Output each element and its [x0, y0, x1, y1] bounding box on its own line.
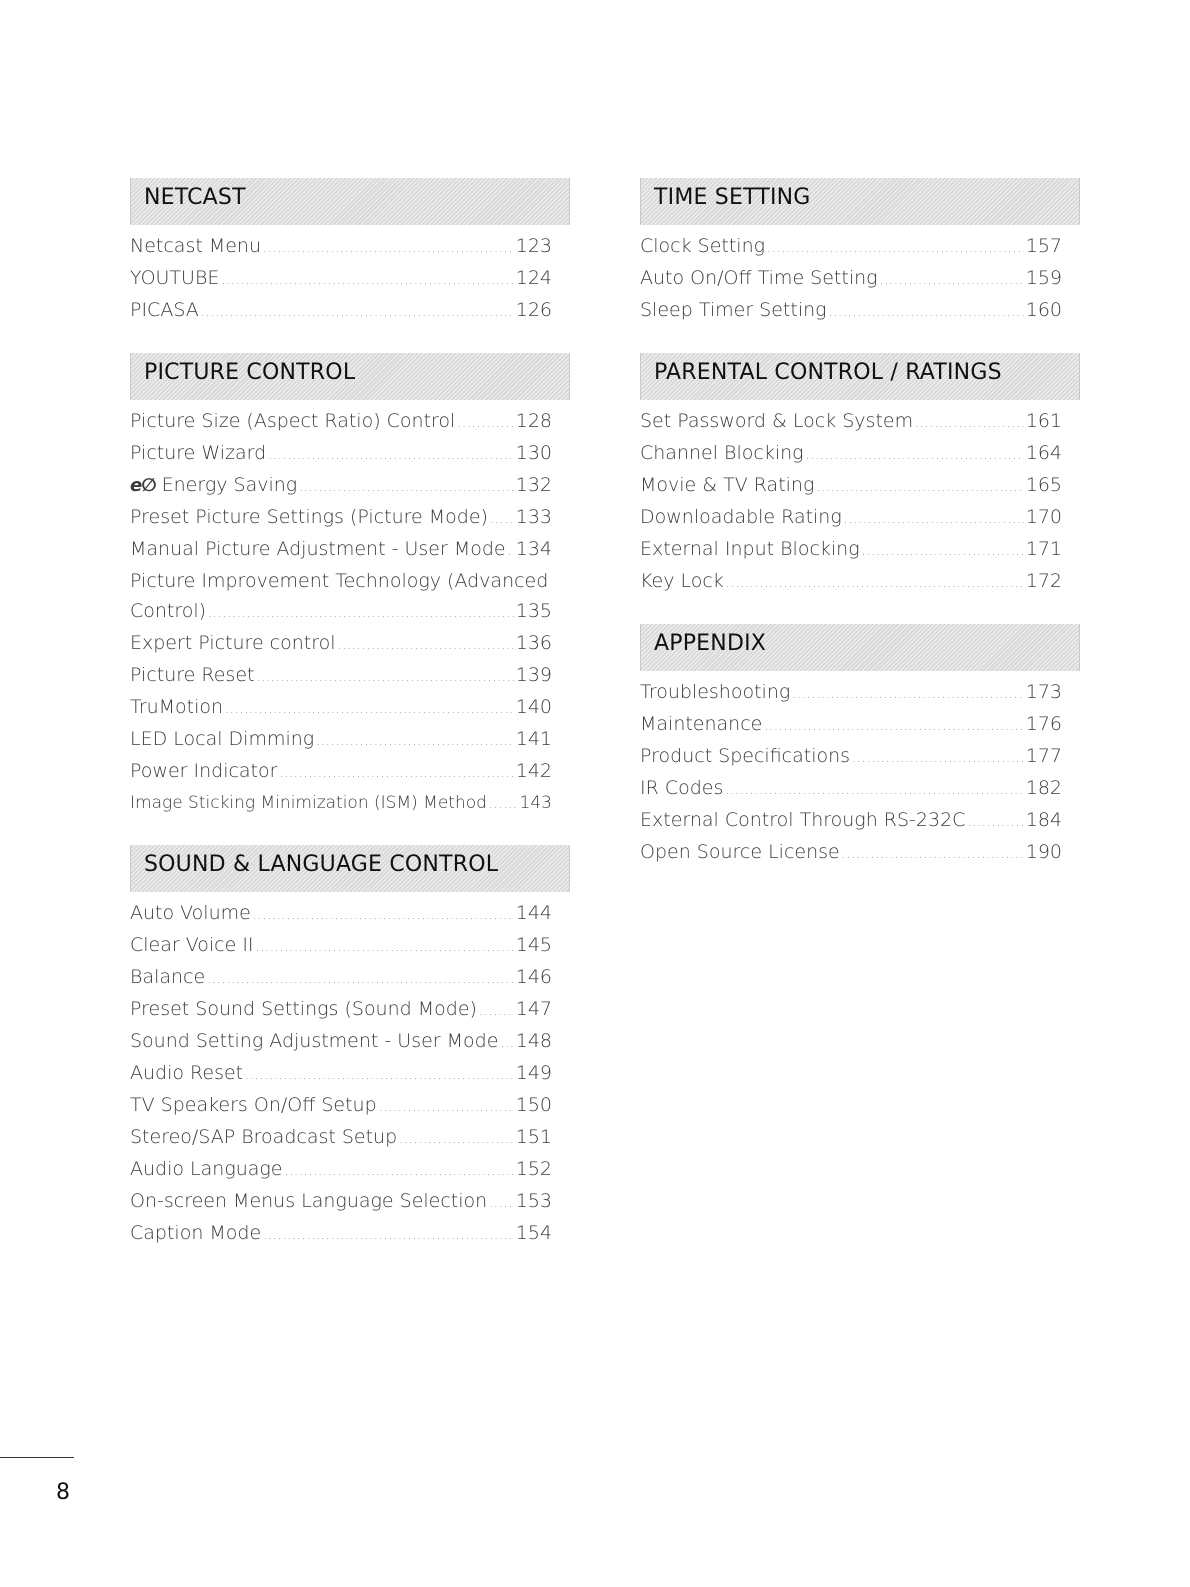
dot-leader	[256, 932, 514, 962]
dot-leader	[207, 964, 514, 994]
entry-page-number: 151	[515, 1126, 552, 1148]
toc-entry[interactable]	[130, 1186, 552, 1218]
toc-entry[interactable]	[130, 566, 552, 628]
toc-entry[interactable]	[130, 898, 552, 930]
entry-page-number: 133	[515, 506, 552, 528]
dot-leader	[862, 536, 1024, 566]
toc-column-left	[130, 178, 570, 1276]
entry-title: Set Password & Lock System	[640, 410, 914, 432]
toc-entry[interactable]	[130, 295, 552, 327]
dot-leader	[967, 807, 1023, 837]
toc-entry[interactable]	[640, 741, 1062, 773]
toc-entry[interactable]	[130, 660, 552, 692]
toc-entry[interactable]	[130, 1090, 552, 1122]
entry-page-number: 135	[515, 600, 552, 622]
toc-entry[interactable]	[640, 295, 1062, 327]
toc-entry[interactable]	[640, 406, 1062, 438]
toc-entry[interactable]	[640, 231, 1062, 263]
entry-page-number: 141	[515, 728, 552, 750]
entry-title: Power Indicator	[130, 760, 278, 782]
toc-entry[interactable]	[640, 263, 1062, 295]
dot-leader	[792, 679, 1023, 709]
section-header: PICTURE CONTROL	[130, 353, 570, 400]
toc-entry[interactable]	[130, 756, 552, 788]
dot-leader	[225, 694, 514, 724]
entry-title: Channel Blocking	[640, 442, 804, 464]
dot-leader	[500, 1028, 513, 1058]
entry-page-number: 124	[515, 267, 552, 289]
entry-title: Picture Improvement Technology (Advanced	[130, 570, 549, 592]
entry-page-number: 147	[515, 998, 552, 1020]
toc-entry[interactable]	[130, 628, 552, 660]
entry-title: YOUTUBE	[130, 267, 220, 289]
toc-entry[interactable]	[130, 438, 552, 470]
toc-entry[interactable]	[640, 773, 1062, 805]
entry-page-number: 132	[515, 474, 552, 496]
entry-title: Movie & TV Rating	[640, 474, 815, 496]
entry-title: Preset Picture Settings (Picture Mode)	[130, 506, 488, 528]
dot-leader	[880, 265, 1024, 295]
dot-leader	[915, 408, 1024, 438]
dot-leader	[399, 1124, 514, 1154]
toc-entry[interactable]	[130, 1218, 552, 1250]
entry-title: Netcast Menu	[130, 235, 261, 257]
dot-leader	[279, 758, 513, 788]
toc-entry[interactable]	[130, 263, 552, 295]
entry-title: Image Sticking Minimization (ISM) Method	[130, 793, 487, 813]
toc-section-netcast	[130, 178, 570, 327]
toc-entry[interactable]	[640, 502, 1062, 534]
toc-section-appendix	[640, 624, 1080, 869]
toc-entry[interactable]	[130, 470, 552, 502]
dot-leader	[764, 711, 1023, 741]
entry-page-number: 139	[515, 664, 552, 686]
entry-title: Open Source License	[640, 841, 840, 863]
entry-page-number: 150	[515, 1094, 552, 1116]
entry-page-number: 128	[515, 410, 552, 432]
dot-leader	[726, 568, 1024, 598]
entry-title: Sleep Timer Setting	[640, 299, 827, 321]
section-header: TIME SETTING	[640, 178, 1080, 225]
dot-leader	[816, 472, 1023, 502]
entry-page-number: 144	[515, 902, 552, 924]
entry-title: IR Codes	[640, 777, 724, 799]
entry-page-number: 164	[1025, 442, 1062, 464]
toc-entry[interactable]	[640, 805, 1062, 837]
page-number: 8	[56, 1480, 70, 1505]
toc-column-right	[640, 178, 1080, 895]
entry-title: Audio Language	[130, 1158, 283, 1180]
dot-leader	[285, 1156, 514, 1186]
dot-leader	[829, 297, 1024, 327]
toc-entry[interactable]	[640, 534, 1062, 566]
toc-entry[interactable]	[130, 1122, 552, 1154]
entry-title: LED Local Dimming	[130, 728, 315, 750]
toc-entry[interactable]	[130, 231, 552, 263]
entry-page-number: 145	[515, 934, 552, 956]
entry-title: Troubleshooting	[640, 681, 791, 703]
toc-entry[interactable]	[130, 534, 552, 566]
entry-title: Expert Picture control	[130, 632, 336, 654]
entry-title: Sound Setting Adjustment - User Mode	[130, 1030, 499, 1052]
entry-title: Auto Volume	[130, 902, 251, 924]
footer-rule	[0, 1457, 74, 1458]
toc-section-sound-language-control	[130, 845, 570, 1250]
dot-leader	[379, 1092, 514, 1122]
entry-page-number: 172	[1025, 570, 1062, 592]
entry-page-number: 126	[515, 299, 552, 321]
eco-icon: e∅	[130, 475, 156, 496]
entry-page-number: 136	[515, 632, 552, 654]
entry-page-number: 184	[1025, 809, 1062, 831]
entry-page-number: 152	[515, 1158, 552, 1180]
dot-leader	[263, 233, 514, 263]
entry-page-number: 165	[1025, 474, 1062, 496]
entry-page-number: 143	[519, 793, 552, 813]
section-header: APPENDIX	[640, 624, 1080, 671]
entry-page-number: 134	[515, 538, 552, 560]
entry-title: TruMotion	[130, 696, 224, 718]
toc-entry[interactable]	[640, 677, 1062, 709]
toc-entry[interactable]	[130, 994, 552, 1026]
entry-page-number: 148	[515, 1030, 552, 1052]
dot-leader	[245, 1060, 514, 1090]
entry-title: Manual Picture Adjustment - User Mode	[130, 538, 506, 560]
entry-page-number: 140	[515, 696, 552, 718]
entry-title: Clock Setting	[640, 235, 766, 257]
entry-page-number: 182	[1025, 777, 1062, 799]
dot-leader	[767, 233, 1024, 263]
entry-title: Control)	[130, 600, 207, 622]
entry-page-number: 176	[1025, 713, 1062, 735]
section-header: PARENTAL CONTROL / RATINGS	[640, 353, 1080, 400]
toc-entry[interactable]	[640, 438, 1062, 470]
entry-title: TV Speakers On/Off Setup	[130, 1094, 377, 1116]
dot-leader	[253, 900, 514, 930]
entry-title: Clear Voice II	[130, 934, 254, 956]
entry-title: External Input Blocking	[640, 538, 860, 560]
entry-page-number: 173	[1025, 681, 1062, 703]
entry-title: Audio Reset	[130, 1062, 244, 1084]
toc-entry[interactable]	[130, 788, 552, 819]
entry-title: Preset Sound Settings (Sound Mode)	[130, 998, 477, 1020]
dot-leader	[844, 504, 1024, 534]
entry-page-number: 149	[515, 1062, 552, 1084]
section-header: NETCAST	[130, 178, 570, 225]
dot-leader	[852, 743, 1024, 773]
entry-title: Key Lock	[640, 570, 724, 592]
entry-title: On-screen Menus Language Selection	[130, 1190, 488, 1212]
dot-leader	[299, 472, 514, 502]
entry-page-number: 142	[515, 760, 552, 782]
entry-title: Downloadable Rating	[640, 506, 842, 528]
entry-page-number: 123	[515, 235, 552, 257]
entry-page-number: 160	[1025, 299, 1062, 321]
entry-title: Stereo/SAP Broadcast Setup	[130, 1126, 398, 1148]
entry-title: Auto On/Off Time Setting	[640, 267, 878, 289]
entry-title: PICASA	[130, 299, 199, 321]
dot-leader	[256, 662, 513, 692]
toc-section-time-setting	[640, 178, 1080, 327]
entry-page-number: 153	[515, 1190, 552, 1212]
toc-entry[interactable]	[640, 837, 1062, 869]
toc-entry[interactable]	[130, 724, 552, 756]
section-header: SOUND & LANGUAGE CONTROL	[130, 845, 570, 892]
dot-leader	[268, 440, 514, 470]
entry-title: Balance	[130, 966, 206, 988]
entry-title: Picture Reset	[130, 664, 255, 686]
toc-entry[interactable]	[130, 962, 552, 994]
dot-leader	[263, 1220, 514, 1250]
toc-entry[interactable]	[130, 1058, 552, 1090]
dot-leader	[842, 839, 1024, 869]
toc-entry[interactable]	[640, 709, 1062, 741]
toc-entry[interactable]	[640, 566, 1062, 598]
toc-entry[interactable]	[130, 406, 552, 438]
entry-title: Picture Wizard	[130, 442, 267, 464]
toc-entry[interactable]	[130, 1154, 552, 1186]
entry-title: External Control Through RS-232C	[640, 809, 966, 831]
dot-leader	[508, 536, 514, 566]
toc-entry[interactable]	[130, 502, 552, 534]
entry-page-number: 161	[1025, 410, 1062, 432]
toc-entry[interactable]	[130, 692, 552, 724]
dot-leader	[725, 775, 1023, 805]
dot-leader	[457, 408, 513, 438]
dot-leader	[490, 504, 514, 534]
entry-page-number: 177	[1025, 745, 1062, 767]
entry-page-number: 146	[515, 966, 552, 988]
toc-section-parental-control-ratings	[640, 353, 1080, 598]
toc-entry[interactable]	[130, 930, 552, 962]
dot-leader	[338, 630, 514, 660]
dot-leader	[208, 598, 514, 628]
dot-leader	[479, 996, 514, 1026]
entry-page-number: 130	[515, 442, 552, 464]
entry-title: Caption Mode	[130, 1222, 262, 1244]
entry-page-number: 170	[1025, 506, 1062, 528]
entry-page-number: 171	[1025, 538, 1062, 560]
entry-title: Energy Saving	[161, 474, 298, 496]
entry-title: Product Specifications	[640, 745, 851, 767]
dot-leader	[489, 1188, 514, 1218]
entry-page-number: 157	[1025, 235, 1062, 257]
dot-leader	[221, 265, 513, 295]
toc-entry[interactable]	[130, 1026, 552, 1058]
toc-entry[interactable]	[640, 470, 1062, 502]
dot-leader	[489, 789, 518, 819]
entry-page-number: 154	[515, 1222, 552, 1244]
entry-title: Maintenance	[640, 713, 763, 735]
dot-leader	[806, 440, 1024, 470]
entry-page-number: 159	[1025, 267, 1062, 289]
entry-title: Picture Size (Aspect Ratio) Control	[130, 410, 456, 432]
dot-leader	[201, 297, 514, 327]
entry-page-number: 190	[1025, 841, 1062, 863]
toc-section-picture-control	[130, 353, 570, 819]
dot-leader	[316, 726, 514, 756]
